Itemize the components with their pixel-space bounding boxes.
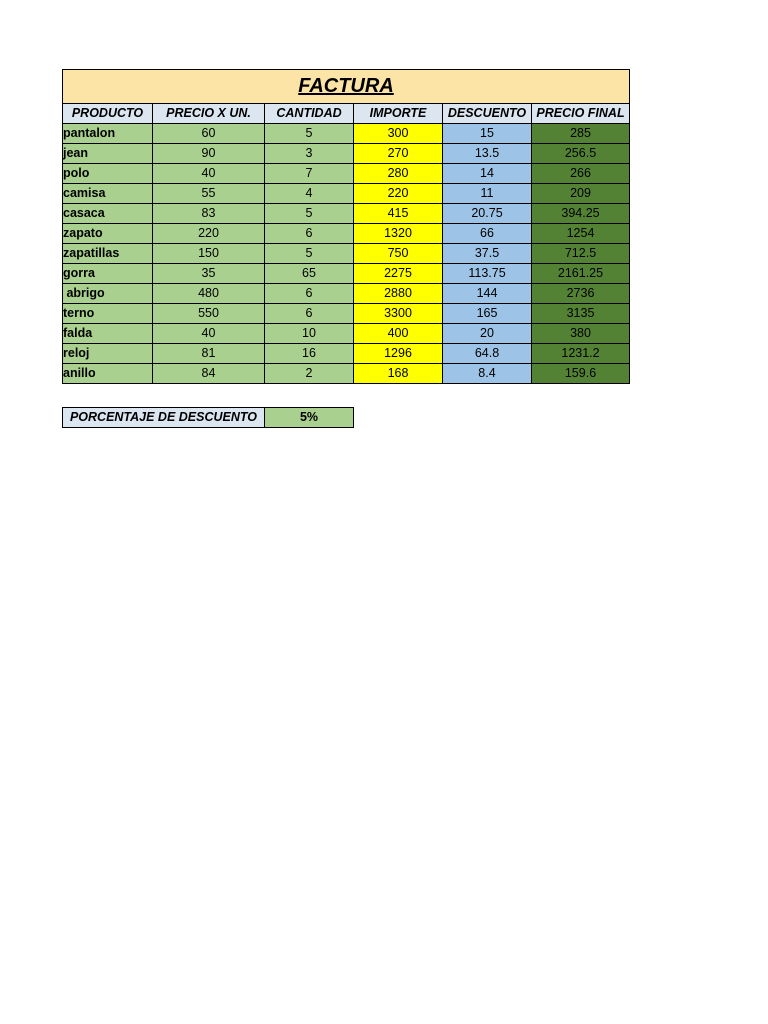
cell-importe[interactable]: 280 [354,164,443,184]
cell-producto[interactable]: zapatillas [63,244,153,264]
cell-precio-unitario[interactable]: 40 [153,324,265,344]
cell-cantidad[interactable]: 6 [265,304,354,324]
table-row [63,244,630,264]
cell-precio-unitario[interactable]: 150 [153,244,265,264]
invoice-sheet [62,69,630,384]
cell-precio-unitario[interactable]: 480 [153,284,265,304]
cell-precio-unitario[interactable]: 81 [153,344,265,364]
table-row [63,204,630,224]
cell-descuento[interactable]: 11 [443,184,532,204]
cell-precio-final[interactable]: 3135 [532,304,630,324]
cell-precio-final[interactable]: 2736 [532,284,630,304]
cell-precio-unitario[interactable]: 40 [153,164,265,184]
cell-precio-final[interactable]: 266 [532,164,630,184]
cell-cantidad[interactable]: 10 [265,324,354,344]
cell-producto[interactable]: reloj [63,344,153,364]
cell-importe[interactable]: 400 [354,324,443,344]
cell-importe[interactable]: 1320 [354,224,443,244]
cell-producto[interactable]: anillo [63,364,153,384]
cell-cantidad[interactable]: 3 [265,144,354,164]
cell-precio-unitario[interactable]: 60 [153,124,265,144]
cell-precio-unitario[interactable]: 55 [153,184,265,204]
cell-cantidad[interactable]: 4 [265,184,354,204]
cell-cantidad[interactable]: 6 [265,224,354,244]
cell-producto[interactable]: jean [63,144,153,164]
cell-cantidad[interactable]: 65 [265,264,354,284]
table-row [63,164,630,184]
header-cantidad[interactable]: CANTIDAD [265,104,354,124]
cell-precio-unitario[interactable]: 83 [153,204,265,224]
cell-producto[interactable]: zapato [63,224,153,244]
cell-descuento[interactable]: 8.4 [443,364,532,384]
cell-descuento[interactable]: 64.8 [443,344,532,364]
cell-importe[interactable]: 270 [354,144,443,164]
cell-producto[interactable]: gorra [63,264,153,284]
discount-label[interactable]: PORCENTAJE DE DESCUENTO [63,408,265,428]
cell-precio-unitario[interactable]: 90 [153,144,265,164]
cell-descuento[interactable]: 113.75 [443,264,532,284]
cell-precio-final[interactable]: 380 [532,324,630,344]
header-importe[interactable]: IMPORTE [354,104,443,124]
cell-importe[interactable]: 1296 [354,344,443,364]
cell-descuento[interactable]: 14 [443,164,532,184]
cell-precio-final[interactable]: 159.6 [532,364,630,384]
cell-descuento[interactable]: 15 [443,124,532,144]
cell-precio-final[interactable]: 1254 [532,224,630,244]
cell-precio-final[interactable]: 712.5 [532,244,630,264]
cell-cantidad[interactable]: 7 [265,164,354,184]
table-row [63,304,630,324]
cell-producto[interactable]: abrigo [63,284,153,304]
cell-precio-final[interactable]: 209 [532,184,630,204]
cell-importe[interactable]: 168 [354,364,443,384]
cell-importe[interactable]: 415 [354,204,443,224]
cell-producto[interactable]: terno [63,304,153,324]
table-row [63,224,630,244]
cell-cantidad[interactable]: 16 [265,344,354,364]
cell-producto[interactable]: camisa [63,184,153,204]
cell-precio-final[interactable]: 2161.25 [532,264,630,284]
cell-descuento[interactable]: 66 [443,224,532,244]
discount-table [62,407,354,428]
cell-producto[interactable]: falda [63,324,153,344]
cell-precio-final[interactable]: 256.5 [532,144,630,164]
table-row [63,184,630,204]
cell-cantidad[interactable]: 6 [265,284,354,304]
invoice-table [62,69,630,384]
cell-importe[interactable]: 220 [354,184,443,204]
cell-precio-unitario[interactable]: 550 [153,304,265,324]
cell-cantidad[interactable]: 5 [265,244,354,264]
header-row [63,104,630,124]
cell-producto[interactable]: casaca [63,204,153,224]
cell-producto[interactable]: pantalon [63,124,153,144]
discount-value[interactable]: 5% [265,408,354,428]
cell-precio-final[interactable]: 285 [532,124,630,144]
table-row [63,144,630,164]
cell-producto[interactable]: polo [63,164,153,184]
cell-precio-unitario[interactable]: 84 [153,364,265,384]
cell-importe[interactable]: 750 [354,244,443,264]
header-descuento[interactable]: DESCUENTO [443,104,532,124]
table-row [63,344,630,364]
cell-importe[interactable]: 2275 [354,264,443,284]
cell-precio-unitario[interactable]: 220 [153,224,265,244]
cell-descuento[interactable]: 20.75 [443,204,532,224]
cell-importe[interactable]: 2880 [354,284,443,304]
header-producto[interactable]: PRODUCTO [63,104,153,124]
cell-descuento[interactable]: 37.5 [443,244,532,264]
header-precio-final[interactable]: PRECIO FINAL [532,104,630,124]
cell-cantidad[interactable]: 5 [265,204,354,224]
cell-cantidad[interactable]: 5 [265,124,354,144]
table-row [63,264,630,284]
header-precio-unitario[interactable]: PRECIO X UN. [153,104,265,124]
table-row [63,324,630,344]
invoice-title[interactable]: FACTURA [63,70,630,104]
table-row [63,284,630,304]
cell-importe[interactable]: 300 [354,124,443,144]
cell-precio-final[interactable]: 1231.2 [532,344,630,364]
cell-descuento[interactable]: 144 [443,284,532,304]
cell-precio-unitario[interactable]: 35 [153,264,265,284]
table-row [63,124,630,144]
cell-importe[interactable]: 3300 [354,304,443,324]
table-row [63,364,630,384]
cell-descuento[interactable]: 165 [443,304,532,324]
cell-descuento[interactable]: 20 [443,324,532,344]
cell-cantidad[interactable]: 2 [265,364,354,384]
cell-descuento[interactable]: 13.5 [443,144,532,164]
cell-precio-final[interactable]: 394.25 [532,204,630,224]
